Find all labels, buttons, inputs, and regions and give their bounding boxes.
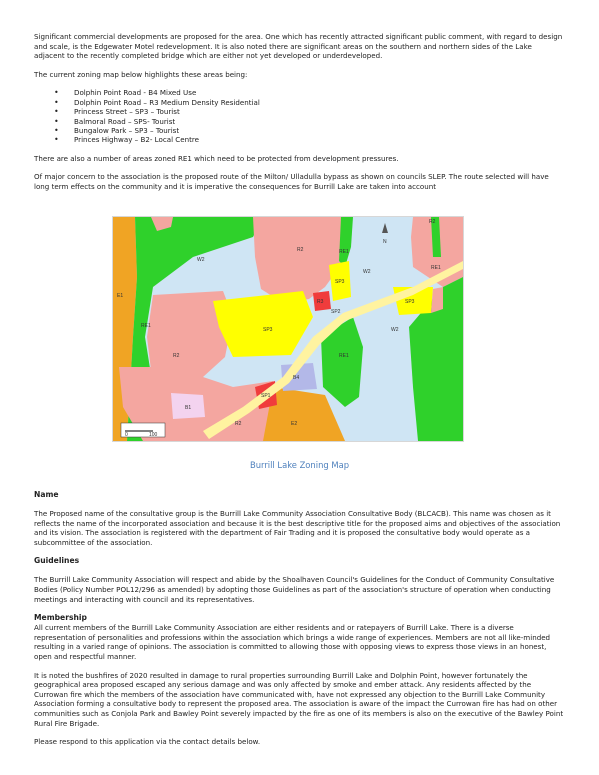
guidelines-heading: Guidelines: [34, 556, 80, 566]
map-label: R2: [235, 421, 242, 427]
intro-paragraph-3: There are also a number of areas zoned RE1 which need to be protected from development pressures.: [34, 153, 399, 163]
map-label: SP3: [335, 279, 345, 285]
map-label: SP2: [331, 309, 341, 315]
document-page: [34, 32, 564, 192]
map-label: RE1: [141, 323, 151, 329]
map-label: SP3: [263, 327, 273, 333]
guidelines-body: The Burrill Lake Community Association will respect and abide by the Shoalhaven Council's Guidelines for the Conduct of Community Consultative Bodies (Policy Number POL12/296 as amended) by adopting those Guidelines as part of the association's structure of operation when conducting meetings and interacting with council and its representatives.: [34, 575, 555, 604]
map-label: W2: [363, 269, 371, 275]
map-label: B4: [293, 375, 300, 381]
closing-line: Please respond to this application via the contact details below.: [34, 737, 261, 747]
scale-start: 0: [125, 432, 128, 438]
zoning-map-image: [113, 217, 463, 441]
map-label: E2: [291, 421, 298, 427]
zone-list-item: • Bungalow Park – SP3 – Tourist: [74, 126, 564, 135]
map-label: W2: [197, 257, 205, 263]
name-heading: Name: [34, 490, 59, 499]
zone-list-item: • Balmoral Road – SPS- Tourist: [74, 117, 564, 126]
document-page-lower: [34, 490, 564, 747]
scale-end: 100: [149, 432, 158, 438]
map-label: SP3: [405, 299, 415, 305]
zone-list-item: • Princess Street – SP3 – Tourist: [74, 107, 564, 116]
intro-paragraph-1: Significant commercial developments are proposed for the area. One which has recently attracted significant public comment, with regard to design and scale, is the Edgewater Motel redevelopment. It is also noted there are significant areas on the southern and northern sides of the Lake adjacent to the recently completed bridge which are either not yet developed or underdeveloped.: [34, 32, 563, 61]
zone-list-item: • Princes Highway – B2- Local Centre: [74, 135, 564, 144]
map-label: RE1: [339, 249, 349, 255]
membership-body-1: All current members of the Burrill Lake Community Association are either residents and or ratepayers of Burrill Lake. There is a diverse representation of personalities and professions within the association which brings a wide range of experiences. Members are not all like-minded resulting in a varied range of opinions. The association is committed to allowing those with opposing views to express those views in an honest, open and respectful manner.: [34, 623, 551, 661]
map-label: W2: [391, 327, 399, 333]
map-label: B1: [185, 405, 192, 411]
map-label: R2: [429, 219, 436, 225]
map-caption: Burrill Lake Zoning Map: [249, 460, 350, 470]
membership-body-2: It is noted the bushfires of 2020 resulted in damage to rural properties surrounding Burrill Lake and Dolphin Point, however fortunately the geographical area proposed escaped any serious damage and was only affected by smoke and ember attack. Any residents affected by the Currowan fire which the members of the association have communicated with, have not expressed any objection to the Burrill Lake Community Association forming a consultative body to represent the proposed area. The association is aware of the impact the Currowan fire has had on other communities such as Conjola Park and Bawley Point severely impacted by the fire as one of its members is also on the executive of the Bawley Point Rural Fire Brigade.: [34, 670, 564, 728]
zoning-map: [112, 216, 464, 442]
map-label: R2: [173, 353, 180, 359]
zone-list: [34, 88, 564, 144]
membership-heading: Membership: [34, 613, 87, 623]
intro-paragraph-2: The current zoning map below highlights these areas being:: [34, 69, 248, 79]
north-label: N: [383, 239, 387, 245]
map-label: RE1: [431, 265, 441, 271]
map-label: E1: [117, 293, 124, 299]
zone-list-item: • Dolphin Point Road – R3 Medium Density Residential: [74, 98, 564, 107]
map-label: SP1: [261, 393, 271, 399]
map-label: R3: [317, 299, 324, 305]
zone-list-item: • Dolphin Point Road - B4 Mixed Use: [74, 88, 564, 97]
map-label: RE1: [339, 353, 349, 359]
intro-paragraph-4: Of major concern to the association is the proposed route of the Milton/ Ulladulla bypass as shown on councils SLEP. The route selected will have long term effects on the community and it is imperative the consequences for Burrill Lake are taken into account: [34, 172, 549, 191]
map-label: R2: [297, 247, 304, 253]
name-body: The Proposed name of the consultative group is the Burrill Lake Community Association Consultative Body (BLCACB). This name was chosen as it reflects the name of the incorporated association and because it is the best descriptive title for the proposed aims and objectives of the association and its vision. The association is registered with the department of Fair Trading and it is proposed the consultative body would operate as a subcommittee of the association.: [34, 509, 561, 547]
